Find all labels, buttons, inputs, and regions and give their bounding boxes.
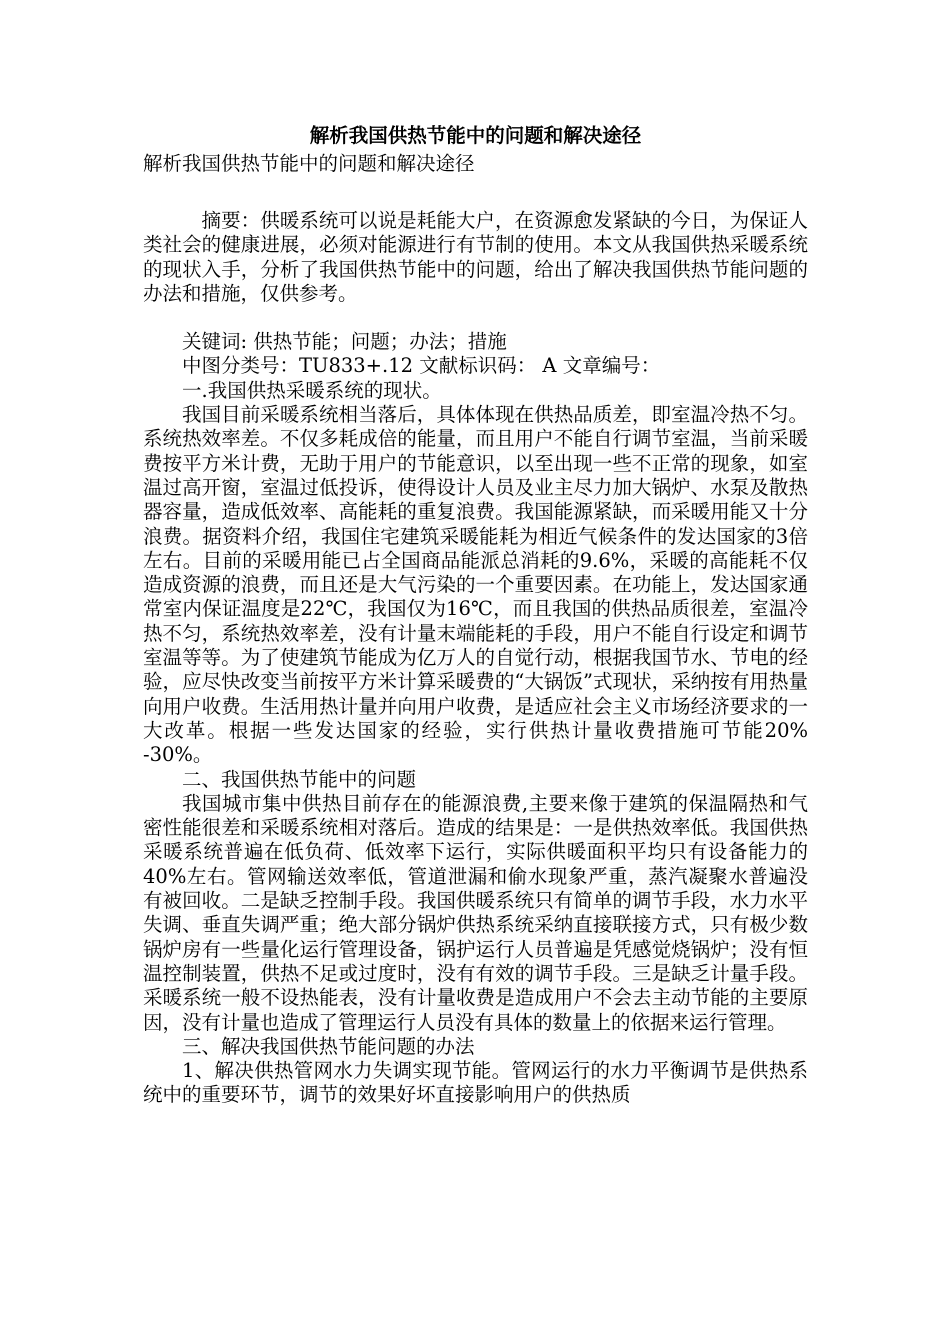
section-body-3: 1、解决供热管网水力失调实现节能。管网运行的水力平衡调节是供热系统中的重要环节，调节的效果好坏直接影响用户的供热质 (143, 1059, 808, 1107)
section-body-2: 我国城市集中供热目前存在的能源浪费,主要来像于建筑的保温隔热和气密性能很差和采暖系统相对落后。造成的结果是：一是供热效率低。我国供热采暖系统普遍在低负荷、低效率下运行，实际供暖面积平均只有设备能力的40%左右。管网输送效率低，管道泄漏和偷水现象严重，蒸汽凝聚水普遍没有被回收。二是缺乏控制手段。我国供暖系统只有简单的调节手段，水力水平失调、垂直失调严重；绝大部分锅炉供热系统采纳直接联接方式，只有极少数锅炉房有一些量化运行管理设备，锅护运行人员普遍是凭感觉烧锅炉；没有恒温控制装置，供热不足或过度时，没有有效的调节手段。三是缺乏计量手段。采暖系统一般不设热能表，没有计量收费是造成用户不会去主动节能的主要原因，没有计量也造成了管理运行人员没有具体的数量上的依据来运行管理。 (143, 791, 808, 1034)
keywords-line: 关键词: 供热节能；问题；办法；措施 (182, 330, 507, 354)
section-heading-1: 一.我国供热采暖系统的现状。 (182, 378, 442, 402)
document-title: 解析我国供热节能中的问题和解决途径 (309, 124, 642, 147)
section-heading-2: 二、我国供热节能中的问题 (182, 767, 417, 791)
abstract-paragraph: 摘要：供暖系统可以说是耗能大户，在资源愈发紧缺的今日，为保证人类社会的健康进展，必须对能源进行有节制的使用。本文从我国供热采暖系统的现状入手，分析了我国供热节能中的问题，给出了解决我国供热节能问题的办法和措施，仅供参考。 (143, 209, 808, 305)
document-subtitle: 解析我国供热节能中的问题和解决途径 (143, 152, 475, 175)
section-body-1: 我国目前采暖系统相当落后，具体体现在供热品质差，即室温冷热不匀。系统热效率差。不仅多耗成倍的能量，而且用户不能自行调节室温，当前采暖费按平方米计费，无助于用户的节能意识，以至出现一些不正常的现象，如室温过高开窗，室温过低投诉，使得设计人员及业主尽力加大锅炉、水泵及散热器容量，造成低效率、高能耗的重复浪费。我国能源紧缺，而采暖用能又十分浪费。据资料介绍，我国住宅建筑采暖能耗为相近气候条件的发达国家的3倍左右。目前的采暖用能已占全国商品能派总消耗的9.6%，采暖的高能耗不仅造成资源的浪费，而且还是大气污染的一个重要因素。在功能上，发达国家通常室内保证温度是22℃，我国仅为16℃，而且我国的供热品质很差，室温冷热不匀，系统热效率差，没有计量末端能耗的手段，用户不能自行设定和调节室温等等。为了使建筑节能成为亿万人的自觉行动，根据我国节水、节电的经验，应尽快改变当前按平方米计算采暖费的“大锅饭”式现状，采纳按有用热量向用户收费。生活用热计量并向用户收费，是适应社会主义市场经济要求的一大改革。根据一些发达国家的经验，实行供热计量收费措施可节能20% -30%。 (143, 403, 808, 767)
spacer (143, 306, 808, 330)
section-heading-3: 三、解决我国供热节能问题的办法 (182, 1034, 475, 1058)
document-page (143, 120, 808, 1108)
spacer (143, 177, 808, 209)
classification-line: 中图分类号：TU833+.12 文献标识码： A 文章编号： (182, 354, 661, 378)
